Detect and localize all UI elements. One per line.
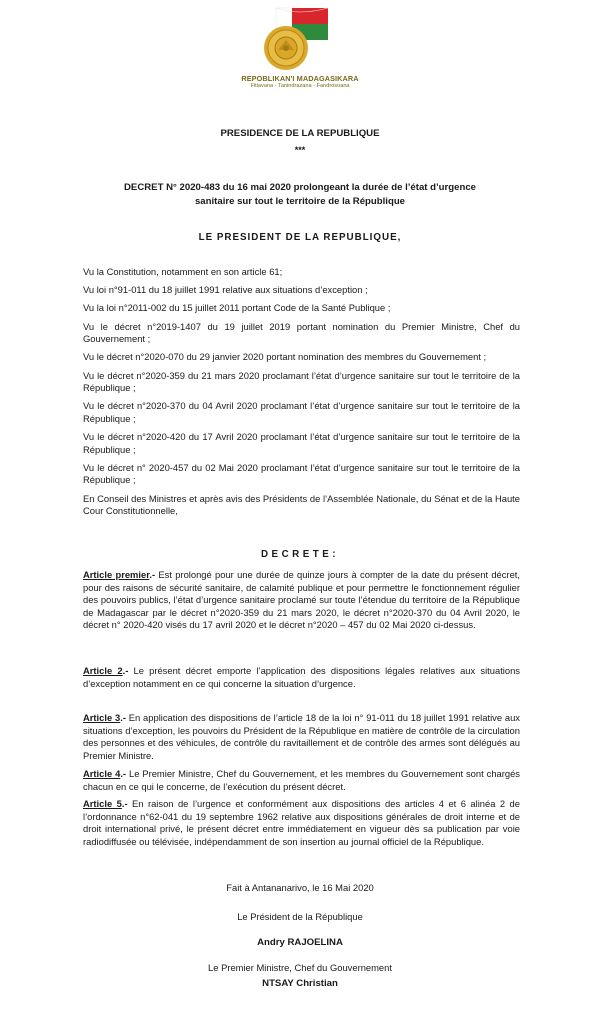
vu-item: En Conseil des Ministres et après avis des Présidents de l’Assemblée Nationale, du Sénat et de la Haute Cour Constitutionnelle, [83, 492, 520, 517]
article-text: Le présent décret emporte l’application des dispositions légales relatives aux situations d’exception notamment en ce qui concerne la situation d’urgence. [83, 665, 520, 689]
vu-item: Vu le décret n°2020-370 du 04 Avril 2020 proclamant l’état d’urgence sanitaire sur tout le territoire de la République ; [83, 400, 520, 424]
institution-heading: PRESIDENCE DE LA REPUBLIQUE [220, 128, 380, 139]
vu-item: Vu le décret n°2019-1407 du 19 juillet 2019 portant nomination du Premier Ministre, Chef du Gouvernement ; [83, 320, 520, 345]
article-label: Article 2 [83, 665, 123, 676]
article-5 [83, 798, 520, 848]
article-separator: .- [120, 712, 129, 723]
decree-title-line-2: sanitaire sur tout le territoire de la République [194, 196, 406, 207]
vu-item: Vu le décret n° 2020-457 du 02 Mai 2020 proclamant l’état d’urgence sanitaire sur tout le territoire de la République ; [83, 461, 520, 486]
vu-item: Vu le décret n°2020-359 du 21 mars 2020 proclamant l’état d’urgence sanitaire sur tout le territoire de la République ; [83, 369, 520, 394]
decree-title-line-1: DECRET N° 2020-483 du 16 mai 2020 prolongeant la durée de l’état d’urgence [124, 182, 476, 193]
article-separator: .- [149, 569, 159, 580]
article-label: Article 3 [83, 712, 121, 723]
vu-item: Vu la Constitution, notamment en son article 61; [83, 266, 283, 277]
article-text: En raison de l’urgence et conformément aux dispositions des articles 4 et 6 alinéa 2 de l’ordonnance n°62-041 du 19 septembre 1962 relative aux dispositions générales de droit interne et de droit international privé, le présent décret entre immédiatement en vigueur dès sa publication par voie radiodiffusée ou télévisée, indépendamment de son insertion au journal officiel de la République. [83, 798, 520, 847]
article-3 [83, 712, 520, 762]
article-text: En application des dispositions de l’article 18 de la loi n° 91-011 du 18 juillet 1991 relative aux situations d’exception, les pouvoirs du Président de la République en matière de contrôle de la circulation des personnes et des véhicules, de contrôle du ravitaillement et de contrôle des armes sont délégués au Premier Ministre. [83, 712, 520, 761]
prime-minister-title: Le Premier Ministre, Chef du Gouvernement [208, 962, 392, 973]
president-heading: LE PRESIDENT DE LA REPUBLIQUE, [198, 232, 402, 243]
vu-list [83, 266, 520, 523]
prime-minister-name: NTSAY Christian [262, 978, 338, 989]
vu-item: Vu loi n°91-011 du 18 juillet 1991 relative aux situations d’exception ; [83, 284, 368, 296]
vu-item: Vu la loi n°2011-002 du 15 juillet 2011 portant Code de la Santé Publique ; [83, 302, 391, 314]
emblem-motto: Fitiavana - Tanindrazana - Fandrosoana [250, 83, 350, 89]
president-title: Le Président de la République [237, 911, 363, 922]
article-label: Article 4 [83, 768, 121, 779]
article-4 [83, 768, 520, 793]
president-name: Andry RAJOELINA [257, 937, 343, 948]
article-text: Le Premier Ministre, Chef du Gouvernement, et les membres du Gouvernement sont chargés chacun en ce qui le concerne, de l’exécution du présent décret. [83, 768, 520, 792]
stars-divider: *** [294, 145, 306, 155]
article-separator: .- [121, 798, 133, 809]
article-1 [83, 569, 520, 632]
vu-item: Vu le décret n°2020-420 du 17 Avril 2020 proclamant l’état d’urgence sanitaire sur tout le territoire de la République ; [83, 431, 520, 455]
article-separator: .- [122, 665, 134, 676]
article-label: Article 5 [83, 798, 122, 809]
place-date: Fait à Antananarivo, le 16 Mai 2020 [226, 882, 374, 893]
article-separator: .- [120, 768, 129, 779]
decree-title [0, 181, 600, 209]
article-text: Est prolongé pour une durée de quinze jours à compter de la date du présent décret, pour des raisons de sécurité sanitaire, de calamité publique et pour permettre le fonctionnement régulier des pouvoirs publics, l’état d’urgence sanitaire proclamé sur toute l’étendue du territoire de la République de Madagascar par le décret n°2020-359 du 21 mars 2020, le décret n°2020-370 du 04 Avril 2020, le décret n° 2020-420 visés du 17 avril 2020 et le décret n°2020 – 457 du 02 Mai 2020 ci-dessus. [83, 569, 521, 631]
article-2 [83, 665, 520, 690]
republic-emblem [230, 6, 370, 92]
article-label: Article premier [83, 569, 150, 580]
emblem-seal-icon [258, 6, 342, 74]
decrete-heading: DECRETE: [260, 549, 340, 560]
vu-item: Vu le décret n°2020-070 du 29 janvier 2020 portant nomination des membres du Gouvernement ; [83, 351, 487, 363]
emblem-name: REPOBLIKAN'I MADAGASIKARA [241, 74, 359, 83]
